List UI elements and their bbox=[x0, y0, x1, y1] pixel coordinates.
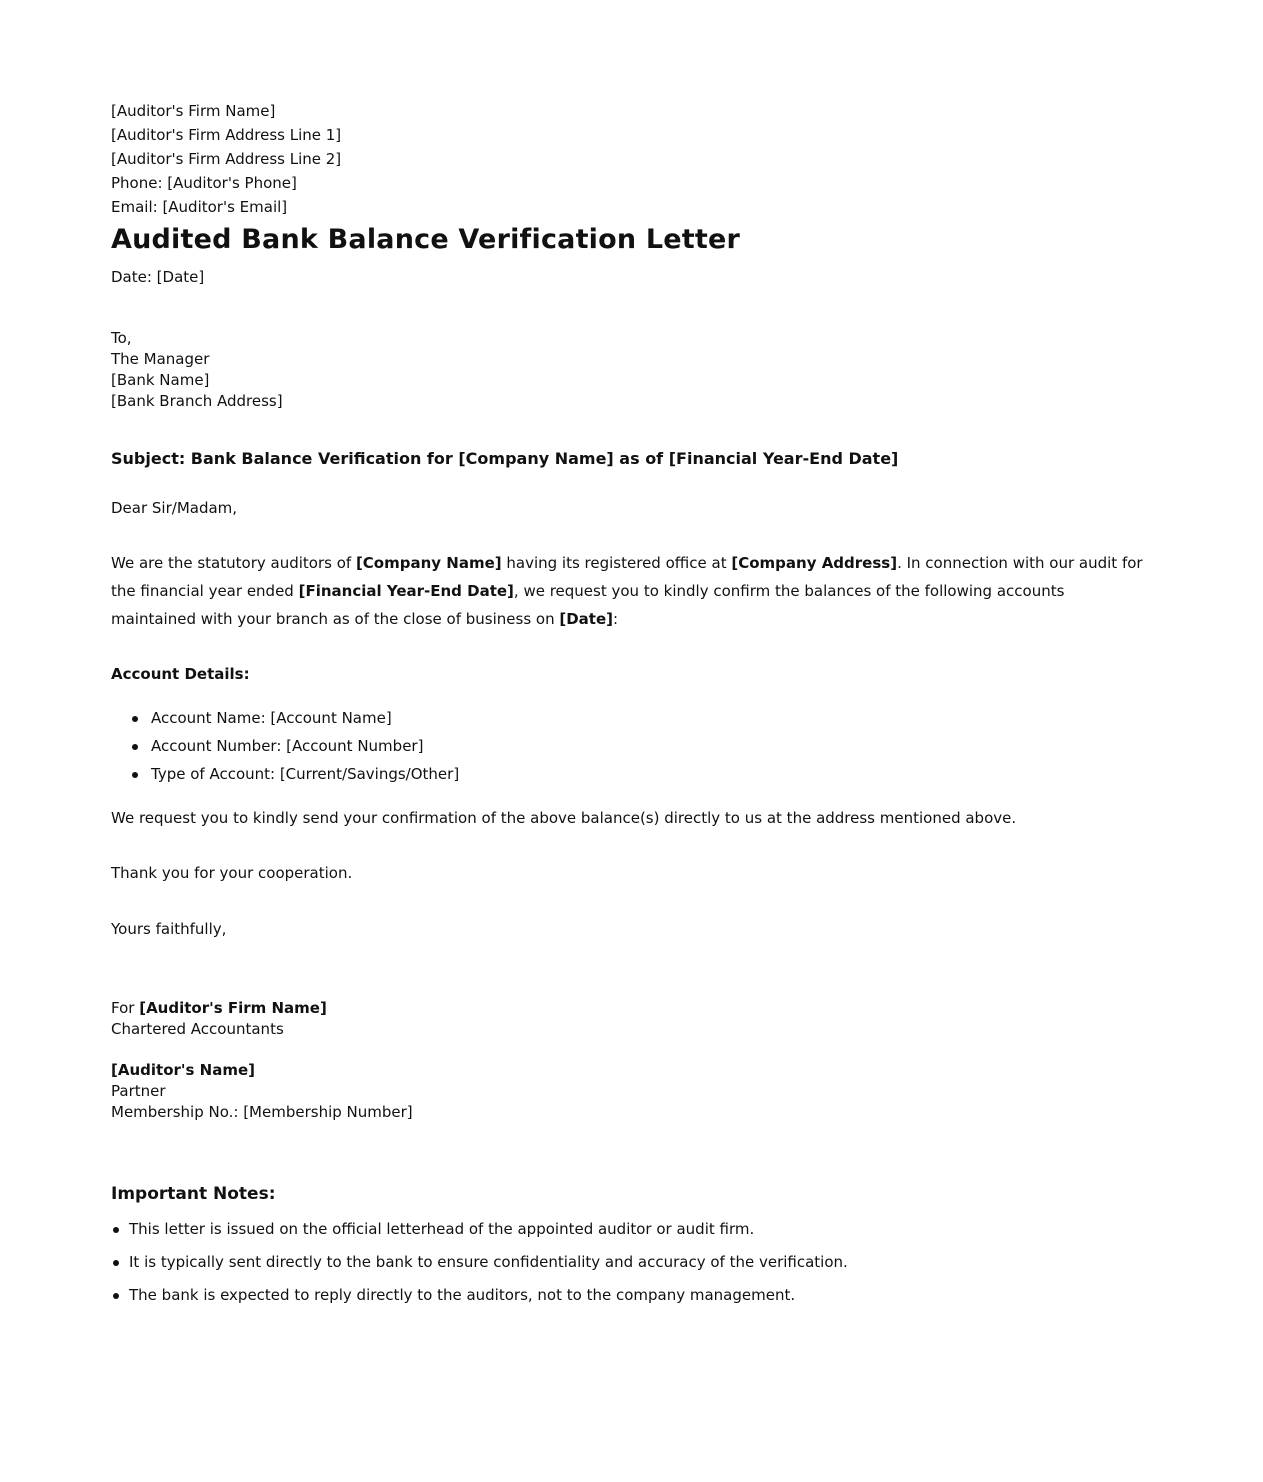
signature-auditor-name: [Auditor's Name] bbox=[111, 1061, 255, 1079]
body-paragraph bbox=[111, 549, 1147, 633]
recipient-manager: The Manager bbox=[111, 350, 210, 368]
list-item bbox=[111, 1285, 848, 1303]
notes-list bbox=[111, 1219, 848, 1303]
signature-for-line bbox=[111, 998, 327, 1018]
note-item: The bank is expected to reply directly to the auditors, not to the company management. bbox=[129, 1286, 796, 1303]
firm-address-line-1: [Auditor's Firm Address Line 1] bbox=[111, 126, 342, 144]
for-prefix: For bbox=[111, 999, 140, 1017]
recipient-to: To, bbox=[111, 329, 132, 347]
list-item bbox=[111, 1252, 848, 1285]
bullet-icon bbox=[113, 1227, 119, 1233]
account-number-item: Account Number: [Account Number] bbox=[151, 737, 424, 755]
account-name-item: Account Name: [Account Name] bbox=[151, 709, 392, 727]
body-text: : bbox=[613, 610, 619, 628]
list-item bbox=[111, 708, 459, 736]
body-text: We are the statutory auditors of bbox=[111, 554, 356, 572]
bullet-icon bbox=[113, 1293, 119, 1299]
account-type-item: Type of Account: [Current/Savings/Other] bbox=[151, 765, 460, 783]
notes-heading: Important Notes: bbox=[111, 1184, 276, 1204]
body-text: , we request you to kindly confirm the balances of the following accounts maintained with your branch as of the close of business on bbox=[111, 582, 1065, 628]
letter-title: Audited Bank Balance Verification Letter bbox=[111, 224, 741, 255]
firm-address-line-2: [Auditor's Firm Address Line 2] bbox=[111, 150, 342, 168]
date-placeholder: [Date] bbox=[559, 610, 613, 628]
company-name-placeholder: [Company Name] bbox=[355, 554, 502, 572]
bullet-icon bbox=[113, 1260, 119, 1266]
bullet-icon bbox=[132, 716, 138, 722]
salutation: Dear Sir/Madam, bbox=[111, 499, 238, 517]
request-line: We request you to kindly send your confirmation of the above balance(s) directly to us at the address mentioned above. bbox=[111, 809, 1017, 827]
letter-subject: Subject: Bank Balance Verification for [Company Name] as of [Financial Year-End Date] bbox=[111, 449, 899, 468]
list-item bbox=[111, 736, 459, 764]
thanks-line: Thank you for your cooperation. bbox=[111, 864, 353, 882]
firm-email: Email: [Auditor's Email] bbox=[111, 198, 288, 216]
firm-name: [Auditor's Firm Name] bbox=[111, 102, 276, 120]
bullet-icon bbox=[132, 772, 138, 778]
recipient-bank-name: [Bank Name] bbox=[111, 371, 210, 389]
signature-designation: Partner bbox=[111, 1082, 166, 1100]
signature-firm-name: [Auditor's Firm Name] bbox=[139, 999, 327, 1017]
note-item: This letter is issued on the official letterhead of the appointed auditor or audit firm. bbox=[129, 1220, 755, 1238]
account-details-heading: Account Details: bbox=[111, 665, 250, 683]
bullet-icon bbox=[132, 744, 138, 750]
company-address-placeholder: [Company Address] bbox=[731, 554, 898, 572]
list-item bbox=[111, 1219, 848, 1252]
note-item: It is typically sent directly to the bank to ensure confidentiality and accuracy of the verification. bbox=[129, 1253, 848, 1271]
recipient-branch-address: [Bank Branch Address] bbox=[111, 392, 283, 410]
body-text: . In connection with our audit for the financial year ended bbox=[111, 554, 1143, 600]
signature-membership: Membership No.: [Membership Number] bbox=[111, 1103, 413, 1121]
signature-firm-type: Chartered Accountants bbox=[111, 1020, 284, 1038]
account-details-list bbox=[111, 708, 459, 792]
closing-line: Yours faithfully, bbox=[111, 920, 227, 938]
notes-clip bbox=[111, 1215, 1151, 1303]
financial-year-end-placeholder: [Financial Year-End Date] bbox=[298, 582, 514, 600]
firm-phone: Phone: [Auditor's Phone] bbox=[111, 174, 297, 192]
list-item bbox=[111, 764, 459, 792]
body-text: having its registered office at bbox=[501, 554, 732, 572]
letter-date: Date: [Date] bbox=[111, 268, 205, 286]
